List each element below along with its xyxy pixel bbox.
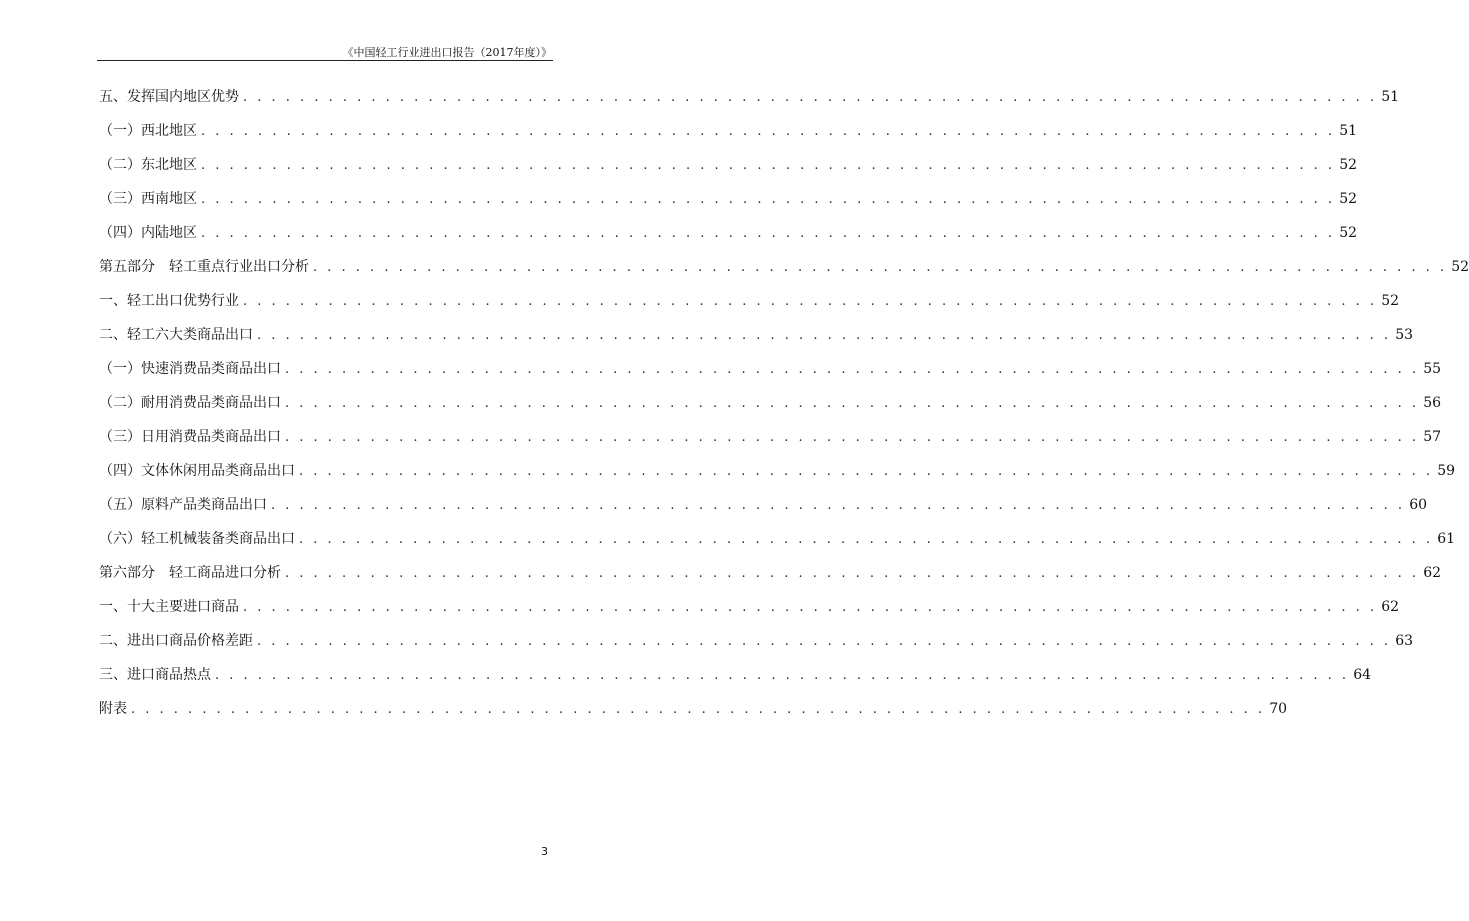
toc-entry-label: 一、轻工出口优势行业 — [99, 293, 239, 309]
toc-leader-dots: . . . . . . . . . . . . . . . . . . . . . . . . . . . . . . . . . . . . . . . . . . . . . . . . . . . . . . . . . . . . . . . . . . . . . . . . . . . . . . . . — [215, 668, 1350, 683]
toc-entry-page: 64 — [1353, 667, 1372, 683]
toc-entry-page: 51 — [1339, 123, 1358, 139]
toc-entry-label: （四）内陆地区 — [99, 225, 197, 241]
toc-entry-page: 70 — [1269, 701, 1288, 717]
toc-leader-dots: . . . . . . . . . . . . . . . . . . . . . . . . . . . . . . . . . . . . . . . . . . . . . . . . . . . . . . . . . . . . . . . . . . . . . . . . . . . . . . . . — [285, 396, 1420, 411]
toc-entry-label: 第五部分 轻工重点行业出口分析 — [99, 259, 309, 275]
toc-entry[interactable] — [99, 594, 1400, 628]
toc-entry-label: （六）轻工机械装备类商品出口 — [99, 531, 295, 547]
toc-entry[interactable] — [99, 628, 1414, 662]
toc-entry-page: 52 — [1339, 191, 1358, 207]
toc-entry[interactable] — [99, 152, 1358, 186]
toc-entry-page: 60 — [1409, 497, 1428, 513]
toc-entry-page: 56 — [1423, 395, 1442, 411]
toc-leader-dots: . . . . . . . . . . . . . . . . . . . . . . . . . . . . . . . . . . . . . . . . . . . . . . . . . . . . . . . . . . . . . . . . . . . . . . . . . . . . . . . . — [271, 498, 1406, 513]
toc-entry-label: 五、发挥国内地区优势 — [99, 89, 239, 105]
toc-leader-dots: . . . . . . . . . . . . . . . . . . . . . . . . . . . . . . . . . . . . . . . . . . . . . . . . . . . . . . . . . . . . . . . . . . . . . . . . . . . . . . . . — [201, 226, 1336, 241]
toc-entry-label: 一、十大主要进口商品 — [99, 599, 239, 615]
toc-entry[interactable] — [99, 322, 1414, 356]
toc-entry[interactable] — [99, 390, 1442, 424]
toc-leader-dots: . . . . . . . . . . . . . . . . . . . . . . . . . . . . . . . . . . . . . . . . . . . . . . . . . . . . . . . . . . . . . . . . . . . . . . . . . . . . . . . . — [257, 328, 1392, 343]
toc-entry-page: 52 — [1339, 157, 1358, 173]
toc-leader-dots: . . . . . . . . . . . . . . . . . . . . . . . . . . . . . . . . . . . . . . . . . . . . . . . . . . . . . . . . . . . . . . . . . . . . . . . . . . . . . . . . — [299, 532, 1434, 547]
toc-entry-label: （二）耐用消费品类商品出口 — [99, 395, 281, 411]
toc-entry-page: 52 — [1451, 259, 1469, 275]
toc-entry[interactable] — [99, 288, 1400, 322]
toc-entry[interactable] — [99, 458, 1456, 492]
toc-leader-dots: . . . . . . . . . . . . . . . . . . . . . . . . . . . . . . . . . . . . . . . . . . . . . . . . . . . . . . . . . . . . . . . . . . . . . . . . . . . . . . . . — [285, 362, 1420, 377]
toc-entry-label: （三）日用消费品类商品出口 — [99, 429, 281, 445]
toc-leader-dots: . . . . . . . . . . . . . . . . . . . . . . . . . . . . . . . . . . . . . . . . . . . . . . . . . . . . . . . . . . . . . . . . . . . . . . . . . . . . . . . . — [285, 566, 1420, 581]
toc-leader-dots: . . . . . . . . . . . . . . . . . . . . . . . . . . . . . . . . . . . . . . . . . . . . . . . . . . . . . . . . . . . . . . . . . . . . . . . . . . . . . . . . — [243, 294, 1378, 309]
toc-entry-label: 附表 — [99, 701, 127, 717]
toc-entry[interactable] — [99, 254, 1469, 288]
toc-entry-page: 62 — [1381, 599, 1400, 615]
toc-entry-page: 59 — [1437, 463, 1456, 479]
toc-entry[interactable] — [99, 662, 1372, 696]
toc-entry-page: 51 — [1381, 89, 1400, 105]
toc-entry[interactable] — [99, 696, 1288, 730]
toc-entry-page: 57 — [1423, 429, 1442, 445]
toc-leader-dots: . . . . . . . . . . . . . . . . . . . . . . . . . . . . . . . . . . . . . . . . . . . . . . . . . . . . . . . . . . . . . . . . . . . . . . . . . . . . . . . . — [201, 192, 1336, 207]
toc-entry-label: 二、进出口商品价格差距 — [99, 633, 253, 649]
toc-leader-dots: . . . . . . . . . . . . . . . . . . . . . . . . . . . . . . . . . . . . . . . . . . . . . . . . . . . . . . . . . . . . . . . . . . . . . . . . . . . . . . . . — [243, 90, 1378, 105]
toc-entry[interactable] — [99, 118, 1358, 152]
page-number: 3 — [541, 845, 548, 858]
toc-entry-page: 63 — [1395, 633, 1414, 649]
toc-entry[interactable] — [99, 526, 1456, 560]
toc-entry-page: 52 — [1339, 225, 1358, 241]
table-of-contents — [99, 84, 1469, 730]
toc-leader-dots: . . . . . . . . . . . . . . . . . . . . . . . . . . . . . . . . . . . . . . . . . . . . . . . . . . . . . . . . . . . . . . . . . . . . . . . . . . . . . . . . — [201, 124, 1336, 139]
toc-leader-dots: . . . . . . . . . . . . . . . . . . . . . . . . . . . . . . . . . . . . . . . . . . . . . . . . . . . . . . . . . . . . . . . . . . . . . . . . . . . . . . . . — [201, 158, 1336, 173]
toc-entry-page: 53 — [1395, 327, 1414, 343]
header-title: 《中国轻工行业进出口报告（2017年度）》 — [342, 46, 552, 59]
toc-entry-page: 61 — [1437, 531, 1456, 547]
toc-leader-dots: . . . . . . . . . . . . . . . . . . . . . . . . . . . . . . . . . . . . . . . . . . . . . . . . . . . . . . . . . . . . . . . . . . . . . . . . . . . . . . . . — [243, 600, 1378, 615]
toc-entry-label: 第六部分 轻工商品进口分析 — [99, 565, 281, 581]
toc-entry[interactable] — [99, 186, 1358, 220]
toc-entry[interactable] — [99, 220, 1358, 254]
toc-entry[interactable] — [99, 560, 1442, 594]
toc-entry-label: （二）东北地区 — [99, 157, 197, 173]
toc-leader-dots: . . . . . . . . . . . . . . . . . . . . . . . . . . . . . . . . . . . . . . . . . . . . . . . . . . . . . . . . . . . . . . . . . . . . . . . . . . . . . . . . — [299, 464, 1434, 479]
toc-entry-label: （三）西南地区 — [99, 191, 197, 207]
toc-entry-label: （五）原料产品类商品出口 — [99, 497, 267, 513]
toc-entry[interactable] — [99, 84, 1400, 118]
toc-entry-page: 55 — [1423, 361, 1442, 377]
toc-entry[interactable] — [99, 424, 1442, 458]
toc-entry-label: （一）西北地区 — [99, 123, 197, 139]
toc-entry-page: 62 — [1423, 565, 1442, 581]
toc-entry-page: 52 — [1381, 293, 1400, 309]
toc-leader-dots: . . . . . . . . . . . . . . . . . . . . . . . . . . . . . . . . . . . . . . . . . . . . . . . . . . . . . . . . . . . . . . . . . . . . . . . . . . . . . . . . — [131, 702, 1266, 717]
toc-entry-label: 三、进口商品热点 — [99, 667, 211, 683]
toc-leader-dots: . . . . . . . . . . . . . . . . . . . . . . . . . . . . . . . . . . . . . . . . . . . . . . . . . . . . . . . . . . . . . . . . . . . . . . . . . . . . . . . . — [285, 430, 1420, 445]
toc-leader-dots: . . . . . . . . . . . . . . . . . . . . . . . . . . . . . . . . . . . . . . . . . . . . . . . . . . . . . . . . . . . . . . . . . . . . . . . . . . . . . . . . — [257, 634, 1392, 649]
toc-entry[interactable] — [99, 492, 1428, 526]
header-rule — [97, 60, 553, 61]
toc-entry-label: （一）快速消费品类商品出口 — [99, 361, 281, 377]
toc-entry[interactable] — [99, 356, 1442, 390]
toc-entry-label: （四）文体休闲用品类商品出口 — [99, 463, 295, 479]
toc-leader-dots: . . . . . . . . . . . . . . . . . . . . . . . . . . . . . . . . . . . . . . . . . . . . . . . . . . . . . . . . . . . . . . . . . . . . . . . . . . . . . . . . — [313, 260, 1448, 275]
toc-entry-label: 二、轻工六大类商品出口 — [99, 327, 253, 343]
